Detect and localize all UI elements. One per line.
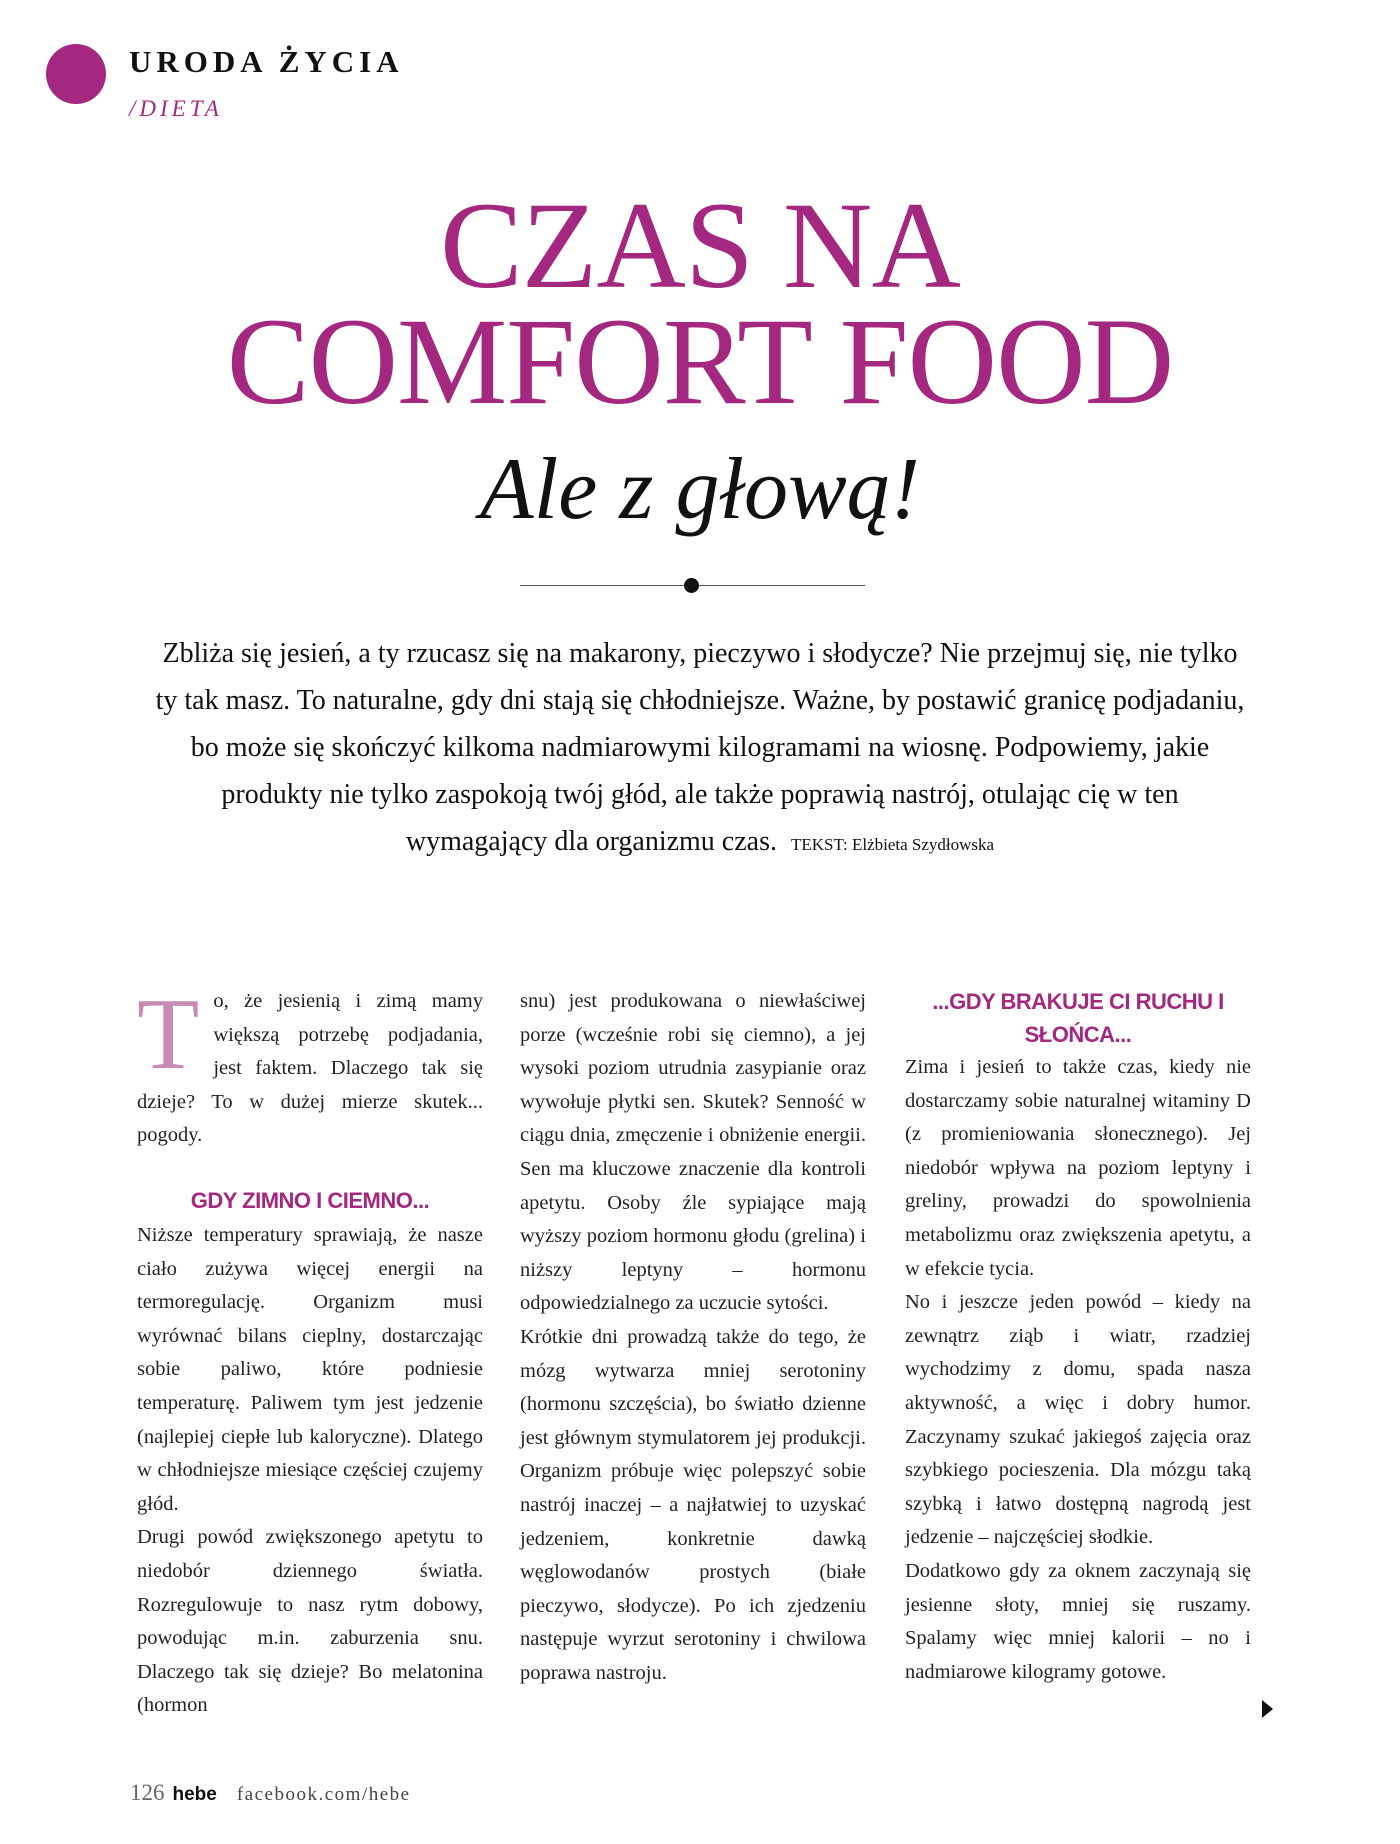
article-column-1 — [137, 978, 483, 1723]
byline: TEKST: Elżbieta Szydłowska — [790, 835, 995, 854]
article-column-2 — [520, 985, 866, 1690]
article-column-3 — [905, 985, 1251, 1689]
paragraph: No i jeszcze jeden powód – kiedy na zewnątrz ziąb i wiatr, rzadziej wychodzimy z domu, spada nasza aktywność, a więc i dobry humor. Zaczynamy szukać jakiegoś zajęcia oraz szybkiego pocieszenia. Dla mózgu taką szybką i łatwo dostępną nagrodą jest jedzenie – najczęściej słodkie. — [905, 1291, 1251, 1549]
subheading-no-movement-sun: ...GDY BRAKUJE CI RUCHU I SŁOŃCA... — [932, 989, 1224, 1047]
headline-line-2: COMFORT FOOD — [226, 293, 1174, 430]
headline — [0, 177, 1400, 430]
lead-paragraph — [150, 630, 1250, 868]
page-number: 126 — [130, 1780, 165, 1805]
intro-paragraph — [137, 978, 483, 1153]
facebook-link[interactable]: facebook.com/hebe — [236, 1784, 411, 1805]
section-marker-icon — [46, 44, 106, 104]
paragraph: Niższe temperatury sprawiają, że nasze ciało zużywa więcej energii na termoregulację. Organizm musi wyrównać bilans cieplny, dostarczając sobie paliwo, które podniesie temperaturę. Paliwem tym jest jedzenie (najlepiej ciepłe lub kaloryczne). Dlatego w chłodniejsze miesiące częściej czujemy głód. — [137, 1223, 483, 1515]
brand-logo: hebe — [172, 1784, 217, 1805]
paragraph: snu) jest produkowana o niewłaściwej porze (wcześnie robi się ciemno), a jej wysoki poziom utrudnia zasypianie oraz wywołuje płytki sen. Skutek? Senność w ciągu dnia, zmęczenie i obniżenie energii. Sen ma kluczowe znaczenie dla kontroli apetytu. Osoby źle sypiające mają wyższy poziom hormonu głodu (grelina) i niższy leptyny – hormonu odpowiedzialnego za uczucie sytości. — [520, 990, 866, 1315]
lead-text: Zbliża się jesień, a ty rzucasz się na makarony, pieczywo i słodycze? Nie przejmuj się, nie tylko ty tak masz. To naturalne, gdy dni stają się chłodniejsze. Ważne, by postawić granicę podjadaniu, bo może się skończyć kilkoma nadmiarowymi kilogramami na wiosnę. Podpowiemy, jakie produkty nie tylko zaspokoją twój głód, ale także poprawią nastrój, otulając cię w ten wymagający dla organizmu czas. — [155, 638, 1245, 857]
headline-line-1: CZAS NA — [439, 177, 961, 314]
section-title: URODA ŻYCIA — [129, 44, 404, 79]
continue-arrow-icon[interactable] — [1262, 1700, 1273, 1718]
paragraph: Dodatkowo gdy za oknem zaczynają się jesienne słoty, mniej się ruszamy. Spalamy więc mniej kalorii – no i nadmiarowe kilogramy gotowe. — [905, 1559, 1251, 1683]
paragraph: Krótkie dni prowadzą także do tego, że mózg wytwarza mniej serotoniny (hormonu szczęścia), bo światło dzienne jest głównym stymulatorem jej produkcji. Organizm próbuje więc polepszyć sobie nastrój inaczej – a najłatwiej to uzyskać jedzeniem, konkretnie dawką węglowodanów prostych (białe pieczywo, słodycze). Po ich zjedzeniu następuje wyrzut serotoniny i chwilowa poprawa nastroju. — [520, 1325, 866, 1684]
drop-cap: T — [137, 978, 200, 1091]
paragraph: Zima i jesień to także czas, kiedy nie dostarczamy sobie naturalnej witaminy D (z promieniowania słonecznego). Jej niedobór wpływa na poziom leptyny i greliny, prowadzi do spowolnienia metabolizmu oraz zwiększenia apetytu, a w efekcie tycia. — [905, 1056, 1251, 1280]
intro-text: o, że jesienią i zimą mamy większą potrzebę podjadania, jest faktem. Dlaczego tak się dzieje? To w dużej mierze skutek... pogody. — [137, 990, 483, 1147]
page-footer — [130, 1780, 411, 1806]
paragraph: Drugi powód zwiększonego apetytu to niedobór dziennego światła. Rozregulowuje to nasz rytm dobowy, powodując m.in. zaburzenia snu. Dlaczego tak się dzieje? Bo melatonina (hormon — [137, 1526, 483, 1717]
headline-subline: Ale z głową! — [480, 441, 920, 538]
divider-dot-icon — [684, 578, 699, 593]
section-subtitle: /DIETA — [129, 96, 223, 121]
subheading-cold-dark: GDY ZIMNO I CIEMNO... — [190, 1187, 430, 1213]
